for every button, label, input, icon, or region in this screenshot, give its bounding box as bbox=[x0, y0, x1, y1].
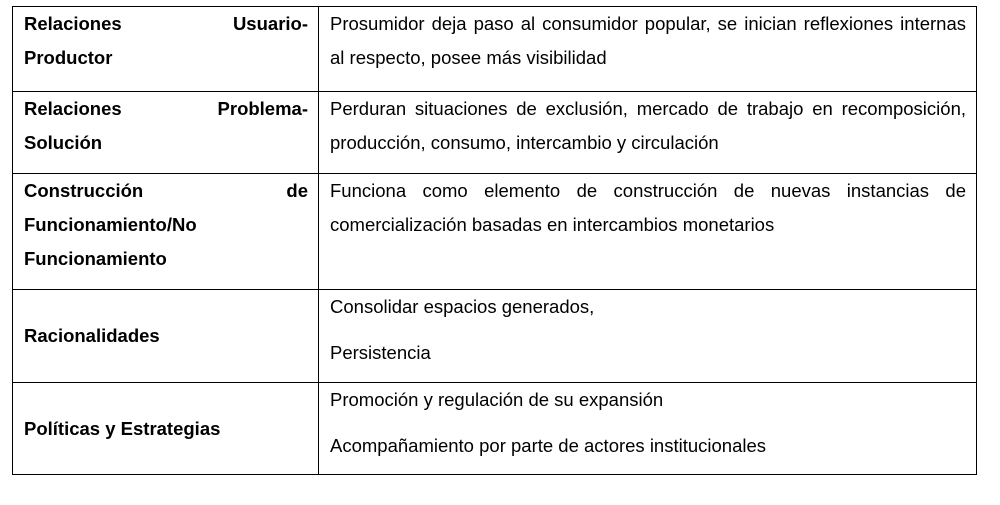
row-value bbox=[319, 174, 977, 290]
row-value-text: Perduran situaciones de exclusión, mercado de trabajo en recomposición, producción, consumo, intercambio y circulación bbox=[330, 98, 966, 153]
row-value bbox=[319, 92, 977, 174]
row-label-line: Racionalidades bbox=[24, 325, 160, 346]
table-row bbox=[13, 383, 977, 475]
row-label-line: Solución bbox=[24, 132, 103, 153]
table-row bbox=[13, 7, 977, 92]
table-row bbox=[13, 290, 977, 383]
row-value bbox=[319, 7, 977, 92]
row-value-text: Funciona como elemento de construcción de nuevas instancias de comercialización basadas en intercambios monetarios bbox=[330, 180, 966, 235]
row-label-line: Funcionamiento bbox=[24, 248, 167, 269]
row-label-line: Relaciones Usuario- bbox=[24, 13, 308, 34]
row-value-text: Prosumidor deja paso al consumidor popular, se inician reflexiones internas al respecto, posee más visibilidad bbox=[330, 13, 966, 68]
row-value-text: Persistencia bbox=[330, 342, 431, 363]
row-value-text: Consolidar espacios generados, bbox=[330, 296, 595, 317]
row-label-line: Políticas y Estrategias bbox=[24, 417, 221, 439]
row-label-line: Construcción de bbox=[24, 180, 308, 201]
row-label bbox=[13, 7, 319, 92]
row-value bbox=[319, 383, 977, 475]
row-value-text: Acompañamiento por parte de actores institucionales bbox=[330, 435, 767, 456]
row-label-line: Productor bbox=[24, 47, 113, 68]
table-row bbox=[13, 174, 977, 290]
table-row bbox=[13, 92, 977, 174]
row-value-text: Promoción y regulación de su expansión bbox=[330, 389, 664, 410]
row-value bbox=[319, 290, 977, 383]
summary-table bbox=[12, 6, 977, 475]
row-label bbox=[13, 383, 319, 475]
row-label-line: Funcionamiento/No bbox=[24, 214, 197, 235]
row-label bbox=[13, 174, 319, 290]
row-label bbox=[13, 290, 319, 383]
row-label bbox=[13, 92, 319, 174]
row-label-line: Relaciones Problema- bbox=[24, 98, 308, 119]
